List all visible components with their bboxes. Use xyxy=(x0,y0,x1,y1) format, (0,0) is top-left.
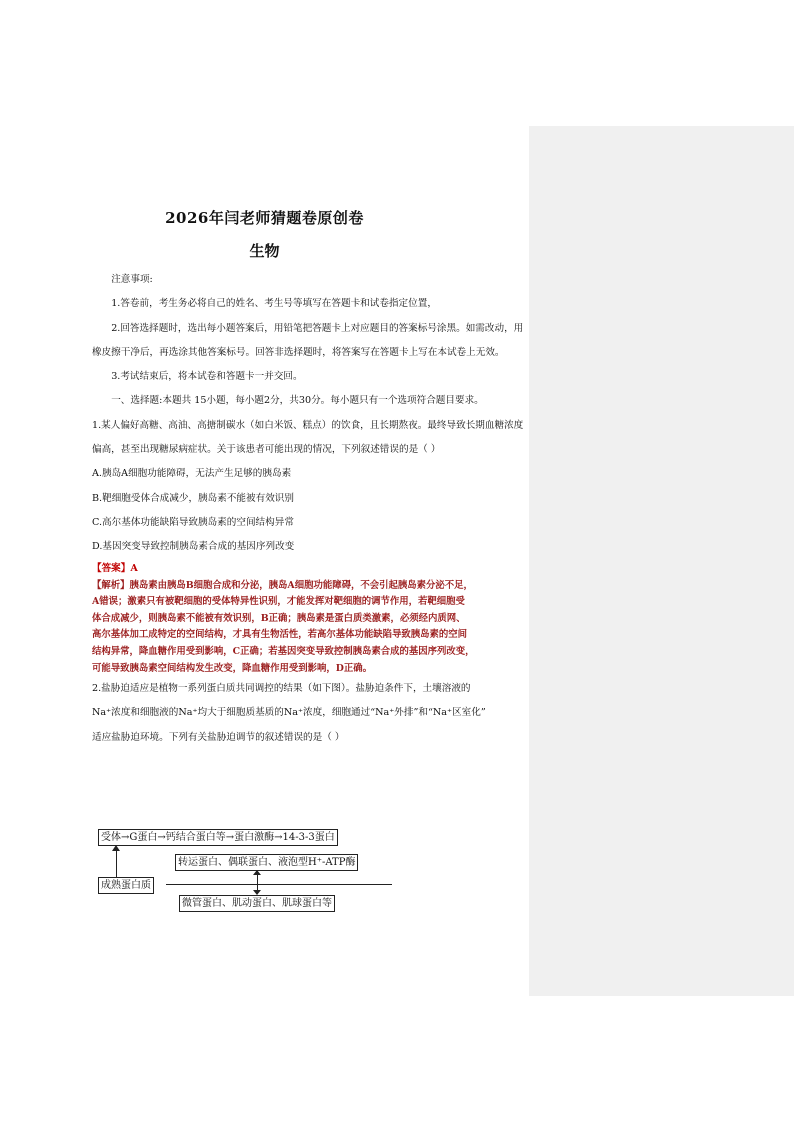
analysis-line: 【解析】胰岛素由胰岛B细胞合成和分泌，胰岛A细胞功能障碍，不会引起胰岛素分泌不足， xyxy=(92,579,473,591)
diagram-middle-box: 转运蛋白、偶联蛋白、液泡型H⁺-ATP酶 xyxy=(175,854,358,871)
question-1-option-a: A.胰岛A细胞功能障碍，无法产生足够的胰岛素 xyxy=(92,468,292,480)
section-heading: 一、选择题:本题共 15小题，每小题2分，共30分。每小题只有一个选项符合题目要求。 xyxy=(111,395,484,407)
analysis-line: 高尔基体加工成特定的空间结构，才具有生物活性，若高尔基体功能缺陷导致胰岛素的空间 xyxy=(92,629,468,641)
comment-pane xyxy=(529,126,794,996)
analysis-line: 可能导致胰岛素空间结构发生改变，降血糖作用受到影响，D正确。 xyxy=(92,662,373,674)
question-1-option-d: D.基因突变导致控制胰岛素合成的基因序列改变 xyxy=(92,541,295,553)
question-1-stem: 1.某人偏好高糖、高油、高搪制碳水（如白米饭、糕点）的饮食，且长期熬夜。最终导致长期血糖浓度偏高，甚至出现糖尿病症状。关于该患者可能出现的情况，下列叙述错误的是（ ） xyxy=(92,419,524,456)
document-title: 2026年闫老师猜题卷原创卷 xyxy=(165,209,364,227)
question-2-stem-line: 适应盐胁迫环境。下列有关盐胁迫调节的叙述错误的是（ ） xyxy=(92,731,345,743)
analysis-line: A错误；激素只有被靶细胞的受体特异性识别，才能发挥对靶细胞的调节作用，若靶细胞受 xyxy=(92,596,465,608)
question-1-answer: 【答案】A xyxy=(92,562,138,574)
analysis-line: 体合成减少，则胰岛素不能被有效识别，B正确；胰岛素是蛋白质类激素，必须经内质网、 xyxy=(92,612,466,624)
salt-stress-diagram xyxy=(95,826,395,916)
diagram-top-chain: 受体→G蛋白→钙结合蛋白等→蛋白激酶→14-3-3蛋白 xyxy=(98,829,338,846)
diagram-horizontal-line xyxy=(166,884,392,885)
question-2-stem-line: 2.盐胁迫适应是植物一系列蛋白质共同调控的结果（如下图）。盐胁迫条件下，土壤溶液的 xyxy=(92,683,471,695)
document-body xyxy=(92,268,528,750)
notice-item: 1.答卷前，考生务必将自己的姓名、考生号等填写在答题卡和试卷指定位置， xyxy=(111,298,437,310)
up-arrow-icon xyxy=(112,845,120,851)
diagram-up-arrow-line xyxy=(116,847,117,877)
diagram-left-box: 成熟蛋白质 xyxy=(98,877,154,894)
analysis-line: 结构异常，降血糖作用受到影响，C正确；若基因突变导致控制胰岛素合成的基因序列改变， xyxy=(92,645,475,657)
question-1-option-b: B.靶细胞受体合成减少，胰岛素不能被有效识别 xyxy=(92,492,294,504)
notice-item: 2.回答选择题时，选出每小题答案后，用铅笔把答题卡上对应题目的答案标号涂黑。如需改动，用橡皮擦干净后，再选涂其他答案标号。回答非选择题时，将答案写在答题卡上写在本试卷上无效。 xyxy=(92,322,524,358)
question-1-option-c: C.高尔基体功能缺陷导致胰岛素的空间结构异常 xyxy=(92,516,294,528)
notice-item: 3.考试结束后，将本试卷和答题卡一并交回。 xyxy=(111,371,303,383)
document-subtitle: 生物 xyxy=(249,242,280,260)
question-1-analysis xyxy=(92,578,528,678)
question-2-stem-line: Na⁺浓度和细胞液的Na⁺均大于细胞质基质的Na⁺浓度，细胞通过“Na⁺外排”和“Na⁺区室化” xyxy=(92,707,486,719)
diagram-bottom-box: 微管蛋白、肌动蛋白、肌球蛋白等 xyxy=(179,895,335,912)
up-arrow-icon xyxy=(253,870,261,875)
notice-title: 注意事项: xyxy=(111,274,153,285)
